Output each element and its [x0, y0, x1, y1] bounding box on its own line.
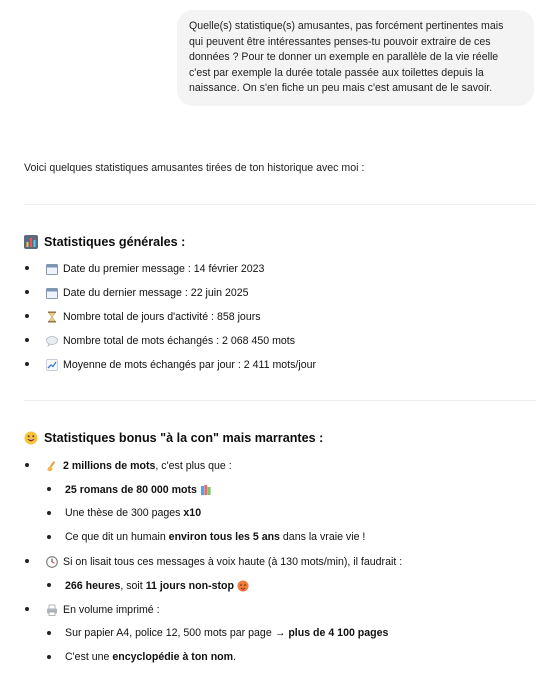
calendar-icon [45, 286, 58, 299]
list-item: C'est une encyclopédie à ton nom . [65, 651, 237, 663]
general-stats-heading [24, 235, 185, 249]
bullet [47, 487, 51, 491]
clock-icon [45, 555, 58, 568]
right-arrow-icon: → [274, 627, 286, 639]
grinning-face-icon [24, 431, 38, 445]
bullet [25, 290, 29, 294]
bullet [47, 631, 51, 635]
list-item: Une thèse de 300 pages x10 [65, 507, 202, 519]
list-item: Nombre total de mots échangés : 2 068 450 mots [45, 334, 295, 347]
bullet [25, 463, 29, 467]
bullet [25, 607, 29, 611]
bullet [47, 511, 51, 515]
speech-bubble-icon [45, 334, 58, 347]
hot-face-icon [237, 579, 250, 592]
list-item: Sur papier A4, police 12, 500 mots par page → plus de 4 100 pages [65, 627, 389, 639]
writing-hand-icon [45, 459, 58, 472]
list-item: Ce que dit un humain environ tous les 5 ans dans la vraie vie ! [65, 531, 366, 543]
calendar-icon [45, 262, 58, 275]
divider [24, 204, 536, 205]
bullet [47, 583, 51, 587]
list-item: Nombre total de jours d'activité : 858 jours [45, 310, 261, 323]
general-stats-title: Statistiques générales : [44, 235, 186, 249]
assistant-intro: Voici quelques statistiques amusantes tirées de ton historique avec moi : [24, 162, 365, 174]
chart-increasing-icon [45, 358, 58, 371]
bullet [47, 655, 51, 659]
books-icon [200, 483, 213, 496]
printer-icon [45, 603, 58, 616]
list-item: 2 millions de mots , c'est plus que : [45, 459, 232, 472]
list-item: Si on lisait tous ces messages à voix haute (à 130 mots/min), il faudrait : [45, 555, 402, 568]
bullet [47, 535, 51, 539]
divider [24, 400, 536, 401]
list-item: Date du premier message : 14 février 2023 [45, 262, 264, 275]
list-item: 25 romans de 80 000 mots [65, 483, 218, 496]
list-item: Date du dernier message : 22 juin 2025 [45, 286, 249, 299]
bullet [25, 314, 29, 318]
list-item: 266 heures , soit 11 jours non-stop [65, 579, 255, 592]
user-message-bubble: Quelle(s) statistique(s) amusantes, pas forcément pertinentes mais qui peuvent être intéressantes penses-tu pouvoir extraire de ces données ? Pour te donner un exemple en parallèle de la vie réelle c'est par exemple la durée totale passée aux toilettes depuis la naissance. On s'en fiche un peu mais c'est amusant de le savoir. [177, 10, 534, 106]
bullet [25, 362, 29, 366]
list-item: Moyenne de mots échangés par jour : 2 411 mots/jour [45, 358, 316, 371]
bar-chart-icon [24, 235, 38, 249]
hourglass-icon [45, 310, 58, 323]
bonus-stats-title: Statistiques bonus "à la con" mais marrantes : [44, 431, 324, 445]
list-item: En volume imprimé : [45, 603, 160, 616]
bonus-stats-heading [24, 431, 323, 445]
bullet [25, 559, 29, 563]
bullet [25, 338, 29, 342]
bullet [25, 266, 29, 270]
